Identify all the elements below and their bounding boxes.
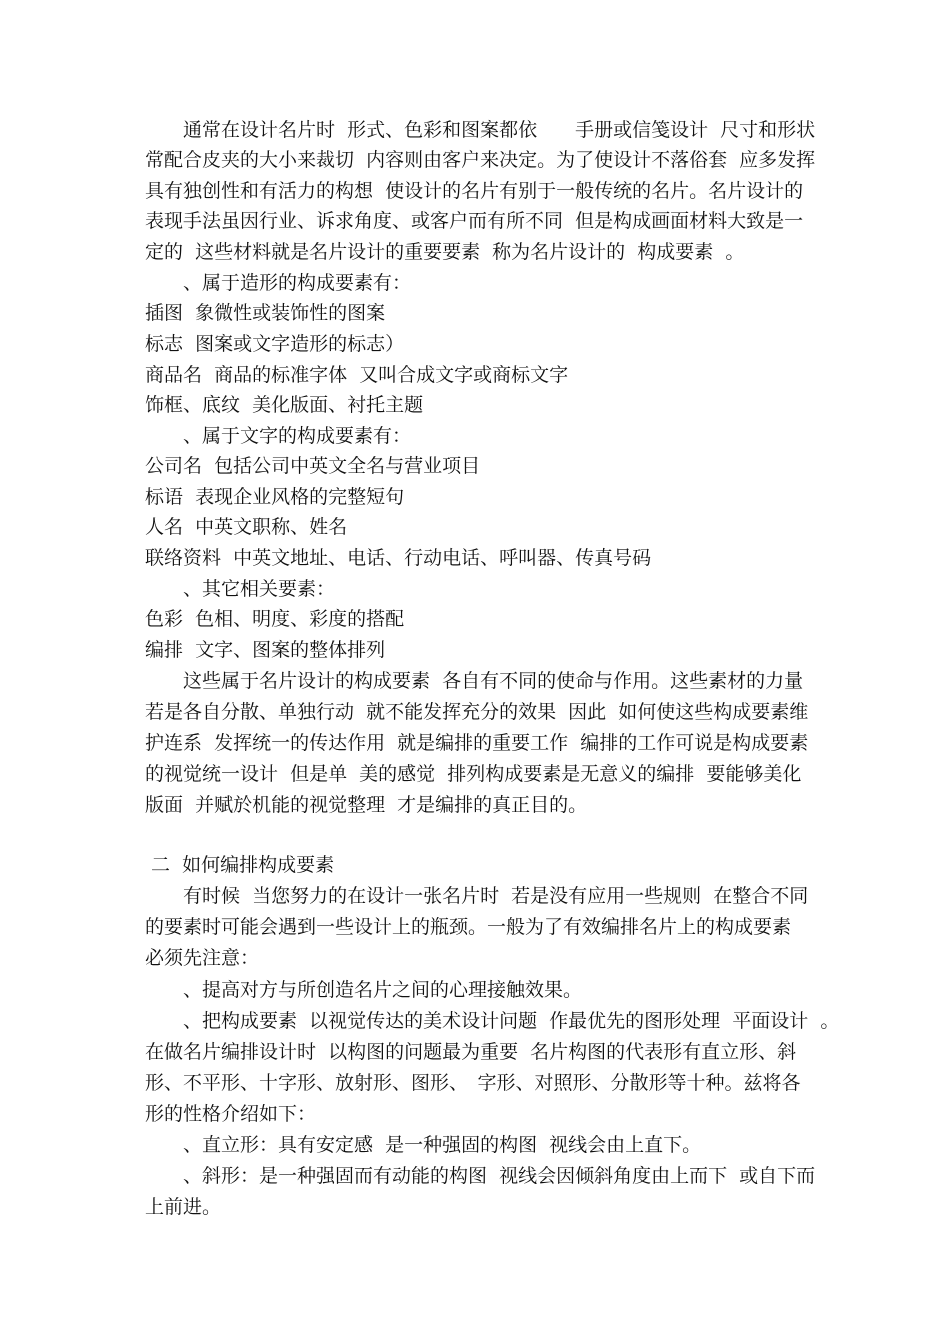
- list-item: 公司名 包括公司中英文全名与营业项目: [145, 455, 481, 477]
- list-item: 人名 中英文职称、姓名: [145, 516, 348, 538]
- section-heading: 、属于造形的构成要素有：: [145, 272, 412, 294]
- paragraph-line: 有时候 当您努力的在设计一张名片时 若是没有应用一些规则 在整合不同: [145, 885, 809, 907]
- paragraph-line: 、把构成要素 以视觉传达的美术设计问题 作最优先的图形处理 平面设计 。: [145, 1010, 840, 1032]
- list-item: 色彩 色相、明度、彩度的搭配: [145, 608, 405, 630]
- paragraph-line: 的视觉统一设计 但是单 美的感觉 排列构成要素是无意义的编排 要能够美化: [145, 763, 802, 785]
- paragraph-line: 定的 这些材料就是名片设计的重要要素 称为名片设计的 构成要素 。: [145, 241, 745, 263]
- list-item: 标志 图案或文字造形的标志）: [145, 333, 405, 355]
- paragraph-line: 若是各自分散、单独行动 就不能发挥充分的效果 因此 如何使这些构成要素维: [145, 701, 809, 723]
- list-item: 编排 文字、图案的整体排列: [145, 639, 386, 661]
- chapter-heading: 二 如何编排构成要素: [145, 854, 335, 876]
- paragraph-line: 通常在设计名片时 形式、色彩和图案都依 手册或信笺设计 尺寸和形状: [145, 119, 816, 141]
- paragraph-line: 在做名片编排设计时 以构图的问题最为重要 名片构图的代表形有直立形、斜: [145, 1041, 797, 1063]
- paragraph-line: 形的性格介绍如下：: [145, 1103, 317, 1125]
- list-item: 饰框、底纹 美化版面、衬托主题: [145, 394, 424, 416]
- paragraph-line: 版面 并赋於机能的视觉整理 才是编排的真正目的。: [145, 794, 588, 816]
- paragraph-line: 形、不平形、十字形、放射形、图形、 字形、对照形、分散形等十种。兹将各: [145, 1072, 801, 1094]
- paragraph-line: 必须先注意：: [145, 947, 260, 969]
- section-heading: 、属于文字的构成要素有：: [145, 425, 412, 447]
- list-item: 商品名 商品的标准字体 又叫合成文字或商标文字: [145, 364, 569, 386]
- paragraph-line: 上前进。: [145, 1196, 222, 1218]
- paragraph-line: 、提高对方与所创造名片之间的心理接触效果。: [145, 979, 583, 1001]
- paragraph-line: 这些属于名片设计的构成要素 各自有不同的使命与作用。这些素材的力量: [145, 670, 804, 692]
- list-item: 联络资料 中英文地址、电话、行动电话、呼叫器、传真号码: [145, 547, 652, 569]
- list-item: 标语 表现企业风格的完整短句: [145, 486, 405, 508]
- paragraph-line: 、直立形：具有安定感 是一种强固的构图 视线会由上直下。: [145, 1134, 702, 1156]
- section-heading: 、其它相关要素：: [145, 578, 336, 600]
- paragraph-line: 的要素时可能会遇到一些设计上的瓶颈。一般为了有效编排名片上的构成要素: [145, 916, 792, 938]
- list-item: 插图 象微性或装饰性的图案: [145, 302, 386, 324]
- paragraph-line: 常配合皮夹的大小来裁切 内容则由客户来决定。为了使设计不落俗套 应多发挥: [145, 149, 816, 171]
- paragraph-line: 、斜形：是一种强固而有动能的构图 视线会因倾斜角度由上而下 或自下而: [145, 1165, 816, 1187]
- paragraph-line: 护连系 发挥统一的传达作用 就是编排的重要工作 编排的工作可说是构成要素: [145, 732, 809, 754]
- paragraph-line: 表现手法虽因行业、诉求角度、或客户而有所不同 但是构成画面材料大致是一: [145, 210, 804, 232]
- paragraph-line: 具有独创性和有活力的构想 使设计的名片有别于一般传统的名片。名片设计的: [145, 180, 804, 202]
